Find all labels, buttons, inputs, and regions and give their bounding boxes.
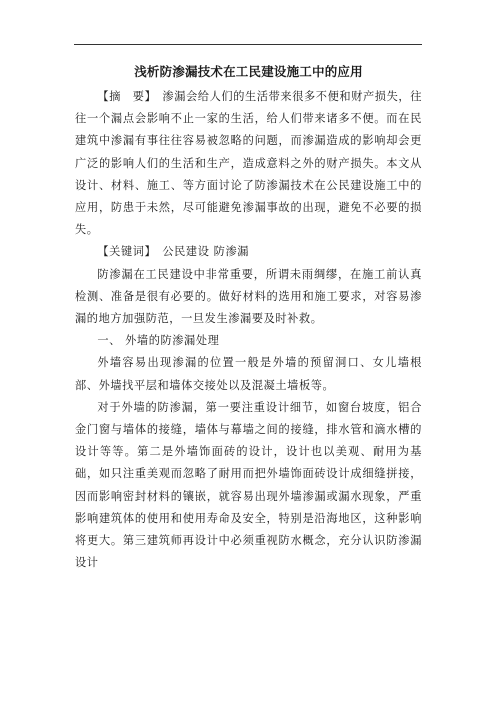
keywords-text: 公民建设 防渗漏	[162, 245, 250, 259]
abstract-text: 渗漏会给人们的生活带来很多不便和财产损失，往往一个漏点会影响不止一家的生活，给人们带来诸多不便。而在民建筑中渗漏有事往往容易被忽略的问题，而渗漏造成的影响却会更广泛的影响人们的生活和生产，造成意料之外的财产损失。本文从设计、材料、施工、等方面讨论了防渗漏技术在公民建设施工中的应用，防患于未然，尽可能避免渗漏事故的出现，避免不必要的损失。	[75, 90, 422, 237]
header-rule	[74, 44, 422, 45]
section-paragraph-1: 外墙容易出现渗漏的位置一般是外墙的预留洞口、女儿墙根部、外墙找平层和墙体交接处以及混凝土墙板等。	[75, 356, 422, 392]
section-heading: 一、 外墙的防渗漏处理	[97, 334, 220, 348]
document-title: 浅析防渗漏技术在工民建设施工中的应用	[134, 64, 363, 79]
section-paragraph-2: 对于外墙的防渗漏，第一要注重设计细节，如窗台坡度，铝合金门窗与墙体的接缝，墙体与幕墙之间的接缝，排水管和滴水槽的设计等等。第二是外墙饰面砖的设计，设计也以美观、耐用为基础，如只注重美观而忽略了耐用而把外墙饰面砖设计成细缝拼接，因而影响密封材料的镶嵌，就容易出现外墙渗漏或漏水现象，严重影响建筑体的使用和使用寿命及安全，特别是沿海地区，这种影响将更大。第三建筑师再设计中必须重视防水概念，充分认识防渗漏设计	[75, 400, 422, 570]
keywords-label: 【关键词】	[97, 245, 157, 259]
keywords-paragraph	[75, 241, 422, 263]
abstract-paragraph	[75, 86, 422, 241]
document-body	[75, 58, 422, 574]
intro-paragraph: 防渗漏在工民建设中非常重要，所谓未雨绸缪，在施工前认真检测、准备是很有必要的。做好材料的选用和施工要求，对容易渗漏的地方加强防范，一旦发生渗漏要及时补救。	[75, 267, 422, 326]
abstract-label: 【摘 要】	[97, 90, 157, 103]
